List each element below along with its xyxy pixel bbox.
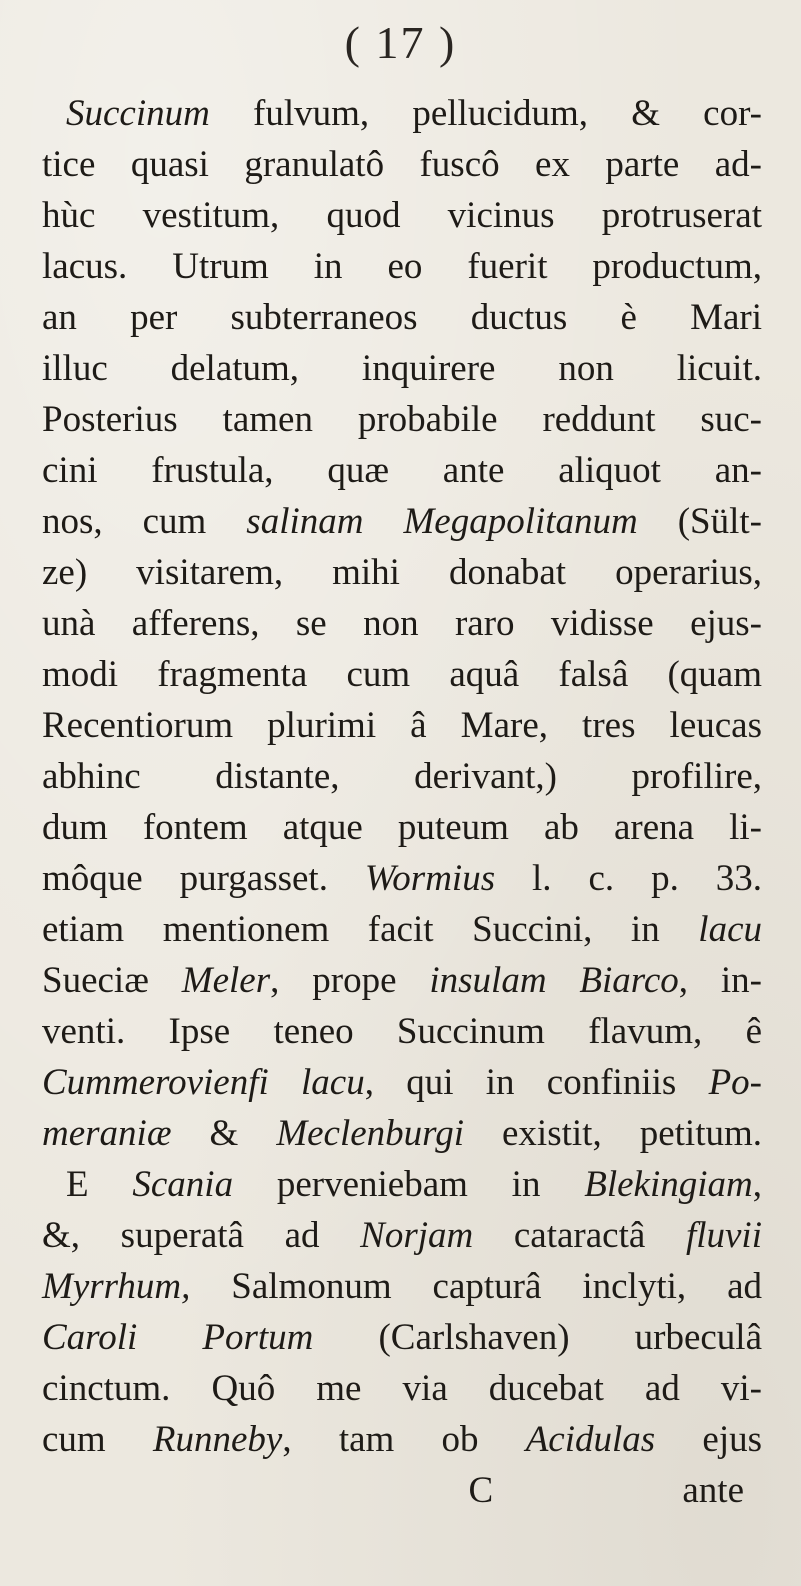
italic-text: Runneby	[152, 1419, 283, 1460]
text-line	[42, 802, 762, 853]
text-line	[42, 292, 762, 343]
text-line	[42, 1414, 762, 1465]
text-line	[42, 1108, 762, 1159]
roman-text: nos, cum	[42, 501, 247, 542]
roman-text: lacus. Utrum in eo fuerit productum,	[42, 246, 762, 287]
italic-text: Acidulas	[525, 1419, 656, 1460]
text-line	[42, 1312, 762, 1363]
roman-text: abhinc distante, derivant,) profilire,	[42, 756, 762, 797]
roman-text: tice quasi granulatô fuscô ex parte ad-	[42, 144, 762, 185]
italic-text: salinam Megapolitanum	[246, 501, 638, 542]
text-line	[42, 1057, 762, 1108]
text-line	[42, 139, 762, 190]
text-line	[42, 190, 762, 241]
roman-text: hùc vestitum, quod vicinus protruserat	[42, 195, 762, 236]
text-line	[42, 904, 762, 955]
roman-text: perveniebam in	[233, 1164, 585, 1205]
text-line	[42, 1363, 762, 1414]
italic-text: Scania	[132, 1164, 234, 1205]
text-line	[42, 751, 762, 802]
text-line	[42, 700, 762, 751]
roman-text: &, superatâ ad	[42, 1215, 361, 1256]
text-line	[42, 88, 762, 139]
roman-text: cum	[42, 1419, 153, 1460]
roman-text: ejus	[655, 1419, 762, 1460]
italic-text: Meclenburgi	[276, 1113, 464, 1154]
body-text	[42, 88, 762, 1516]
roman-text: &	[171, 1113, 277, 1154]
page-number: ( 17 )	[344, 17, 457, 68]
italic-text: Cummerovienfi lacu	[42, 1062, 365, 1103]
text-line	[42, 496, 762, 547]
roman-text: dum fontem atque puteum ab arena li-	[42, 807, 762, 848]
text-line	[42, 394, 762, 445]
italic-text: Norjam	[360, 1215, 474, 1256]
roman-text: E	[66, 1164, 133, 1205]
italic-text: meraniæ	[42, 1113, 172, 1154]
text-line	[42, 598, 762, 649]
roman-text: cini frustula, quæ ante aliquot an-	[42, 450, 762, 491]
text-line	[42, 1261, 762, 1312]
roman-text: venti. Ipse teneo Succinum flavum, ê	[42, 1011, 762, 1052]
text-line	[42, 1006, 762, 1057]
italic-text: lacu	[698, 909, 762, 950]
roman-text: C	[468, 1470, 494, 1511]
italic-text: Wormius	[364, 858, 496, 899]
roman-text: , qui in confiniis	[364, 1062, 709, 1103]
text-line	[42, 1159, 762, 1210]
roman-text: fulvum, pellucidum, & cor-	[209, 93, 762, 134]
roman-text: Recentiorum plurimi â Mare, tres leucas	[42, 705, 762, 746]
italic-text: Myrrhum,	[42, 1266, 191, 1307]
text-line	[42, 241, 762, 292]
roman-text: ,	[752, 1164, 762, 1205]
text-line	[42, 343, 762, 394]
text-line	[42, 853, 762, 904]
roman-text: (Sült-	[637, 501, 762, 542]
roman-text: illuc delatum, inquirere non licuit.	[42, 348, 762, 389]
roman-text: , in-	[678, 960, 762, 1001]
italic-text: insulam Biarco	[429, 960, 679, 1001]
text-line	[42, 547, 762, 598]
roman-text: Posterius tamen probabile reddunt suc-	[42, 399, 762, 440]
roman-text: ze) visitarem, mihi donabat operarius,	[42, 552, 762, 593]
italic-text: Blekingiam	[584, 1164, 753, 1205]
italic-text: Succinum	[66, 93, 210, 134]
text-line	[42, 649, 762, 700]
roman-text: existit, petitum.	[464, 1113, 763, 1154]
italic-text: fluvii	[685, 1215, 762, 1256]
roman-text: , prope	[270, 960, 430, 1001]
italic-text: Meler	[181, 960, 271, 1001]
roman-text: ante	[493, 1470, 744, 1511]
roman-text: an per subterraneos ductus è Mari	[42, 297, 762, 338]
roman-text: unà afferens, se non raro vidisse ejus-	[42, 603, 762, 644]
roman-text: l. c. p. 33.	[495, 858, 762, 899]
italic-text: Caroli Portum	[42, 1317, 314, 1358]
text-line	[42, 1210, 762, 1261]
roman-text: cinctum. Quô me via ducebat ad vi-	[42, 1368, 762, 1409]
text-line	[42, 445, 762, 496]
italic-text: Po-	[708, 1062, 762, 1103]
roman-text: cataractâ	[473, 1215, 686, 1256]
roman-text: , tam ob	[282, 1419, 526, 1460]
roman-text: modi fragmenta cum aquâ falsâ (quam	[42, 654, 762, 695]
roman-text: Salmonum capturâ inclyti, ad	[190, 1266, 762, 1307]
roman-text: (Carlshaven) urbeculâ	[313, 1317, 762, 1358]
roman-text: môque purgasset.	[42, 858, 365, 899]
catchword-line	[42, 1465, 762, 1516]
roman-text: Sueciæ	[42, 960, 182, 1001]
text-line	[42, 955, 762, 1006]
roman-text: etiam mentionem facit Succini, in	[42, 909, 699, 950]
